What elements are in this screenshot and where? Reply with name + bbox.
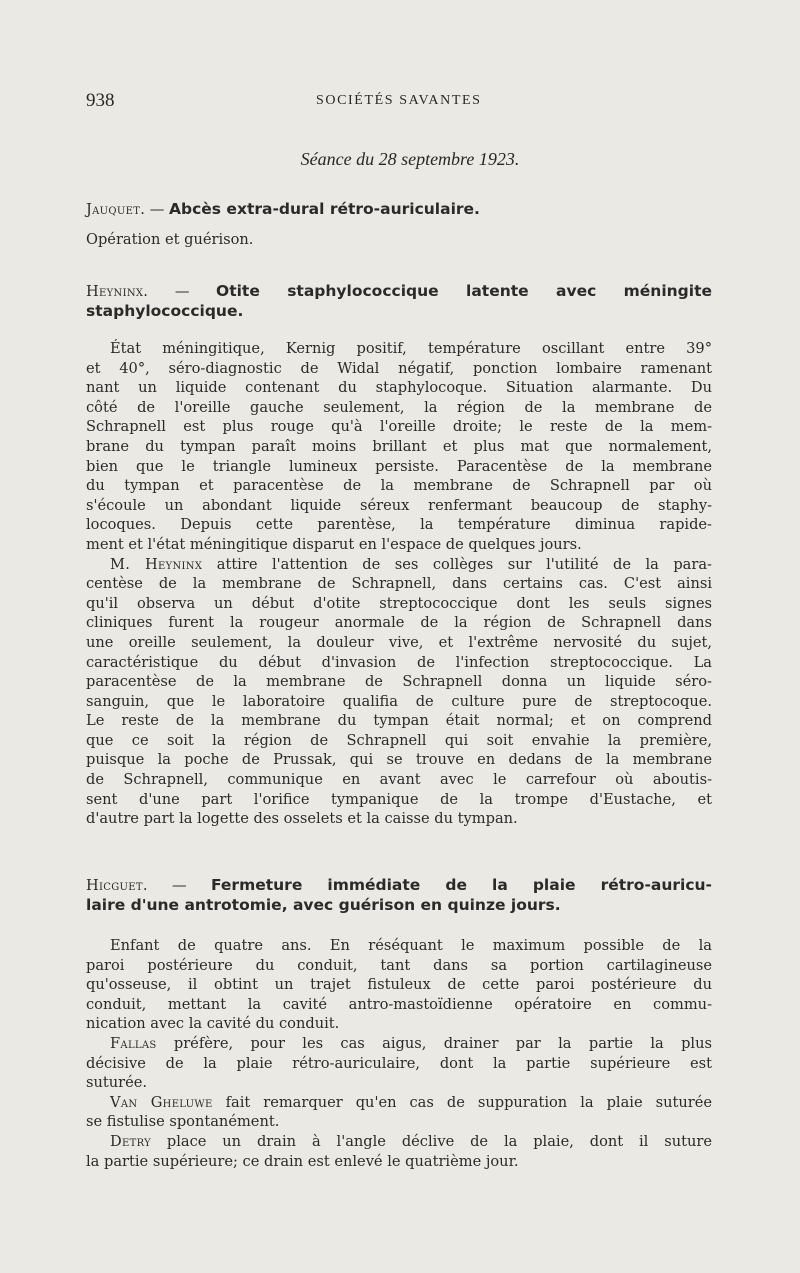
paragraph-line: puisque la poche de Prussak, qui se trouve en dedans de la membrane [86,751,712,769]
paragraph-line: une oreille seulement, la douleur vive, et l'extrême nervosité du sujet, [86,633,712,651]
paragraph-line: Le reste de la membrane du tympan était normal; et on comprend [86,712,712,730]
inline-author: Fallas [110,1034,157,1052]
paragraph-line: bien que le triangle lumineux persiste. Paracentèse de la membrane [86,457,712,475]
entry-heyninx-body [86,339,712,829]
entry-author: Heyninx. [86,283,149,300]
paragraph-line: côté de l'oreille gauche seulement, la région de la membrane de [86,398,712,416]
inline-author: Detry [110,1132,151,1150]
entry-author: Jauquet. [86,201,146,218]
paragraph-line: ment et l'état méningitique disparut en l'espace de quelques jours. [86,535,582,553]
paragraph-line: cliniques furent la rougeur anormale de la région de Schrapnell dans [86,614,712,632]
entry-title-line2: staphylococcique. [86,301,244,320]
paragraph-line: Schrapnell est plus rouge qu'à l'oreille droite; le reste de la mem- [86,418,712,436]
paragraph-line: la partie supérieure; ce drain est enlevé le quatrième jour. [86,1152,519,1170]
running-head: SOCIÉTÉS SAVANTES [316,93,482,108]
paragraph-line: que ce soit la région de Schrapnell qui soit envahie la première, [86,731,712,749]
entry-jauquet [86,200,712,249]
paragraph-line: Enfant de quatre ans. En réséquant le maximum possible de la [110,937,712,954]
paragraph-line: se fistulise spontanément. [86,1113,280,1131]
paragraph-line: M. Heyninx attire l'attention de ses collèges sur l'utilité de la para- [110,555,712,573]
paragraph-line: qu'il observa un début d'otite streptococcique dont les seuls signes [86,594,712,612]
paragraph-line: Fallas préfère, pour les cas aigus, drainer par la partie la plus [110,1034,712,1052]
paragraph-line: caractéristique du début d'invasion de l'infection streptococcique. La [86,653,712,671]
paragraph-line: Van Gheluwe fait remarquer qu'en cas de suppuration la plaie suturée [110,1093,712,1111]
entry-title: Otite staphylococcique latente avec méningite [216,282,712,300]
paragraph-line: s'écoule un abondant liquide séreux renfermant beaucoup de staphy- [86,496,712,514]
paragraph-line: brane du tympan paraît moins brillant et plus mat que normalement, [86,437,712,455]
paragraph-line: État méningitique, Kernig positif, température oscillant entre 39° [110,340,712,357]
paragraph-line: décisive de la plaie rétro-auriculaire, dont la partie supérieure est [86,1054,712,1072]
entry-title-line: Jauquet. — Abcès extra-dural rétro-auriculaire. [86,200,480,218]
paragraph-line: du tympan et paracentèse de la membrane de Schrapnell par où [86,477,712,495]
paragraph-line: suturée. [86,1074,148,1092]
paragraph-line: centèse de la membrane de Schrapnell, dans certains cas. C'est ainsi [86,575,712,593]
paragraph-line: paracentèse de la membrane de Schrapnell donna un liquide séro- [86,673,712,691]
paragraph-line: et 40°, séro-diagnostic de Widal négatif, ponction lombaire ramenant [86,359,712,377]
paragraph-line: nant un liquide contenant du staphylocoque. Situation alarmante. Du [86,379,712,397]
paragraph-line: sent d'une part l'orifice tympanique de la trompe d'Eustache, et [86,790,712,808]
entry-author: Hicguet. [86,877,148,894]
inline-author: Van Gheluwe [110,1093,213,1111]
paragraph-line: nication avec la cavité du conduit. [86,1015,340,1033]
entry-title-line2: laire d'une antrotomie, avec guérison en quinze jours. [86,895,561,914]
paragraph-line: d'autre part la logette des osselets et la caisse du tympan. [86,810,518,828]
entry-title: Fermeture immédiate de la plaie rétro-auricu- [210,876,712,894]
page-header [86,90,708,114]
paragraph-line: sanguin, que le laboratoire qualifia de culture pure de streptocoque. [86,692,712,710]
paragraph-line: de Schrapnell, communique en avant avec le carrefour où aboutis- [86,771,712,789]
page-number: 938 [86,90,115,111]
entry-subtitle: Opération et guérison. [86,230,254,248]
paragraph-line: conduit, mettant la cavité antro-mastoïdienne opératoire en commu- [86,995,712,1013]
paragraph-line: Detry place un drain à l'angle déclive de la plaie, dont il suture [110,1132,712,1150]
entry-title-line: Heyninx. — Otite staphylococcique latente avec méningite [86,282,712,300]
entry-hicguet [86,876,712,915]
entry-hicguet-body [86,936,712,1171]
inline-author: M. Heyninx [110,555,203,573]
paragraph-line: qu'osseuse, il obtint un trajet fistuleux de cette paroi postérieure du [86,976,712,994]
entry-title-line: Hicguet. — Fermeture immédiate de la plaie rétro-auricu- [86,876,712,894]
paragraph-line: paroi postérieure du conduit, tant dans sa portion cartilagineuse [86,956,712,974]
paragraph-line: locoques. Depuis cette parentèse, la température diminua rapide- [86,516,712,534]
entry-title: Abcès extra-dural rétro-auriculaire. [169,200,480,218]
entry-heyninx [86,282,712,321]
session-date: Séance du 28 septembre 1923. [300,149,520,169]
